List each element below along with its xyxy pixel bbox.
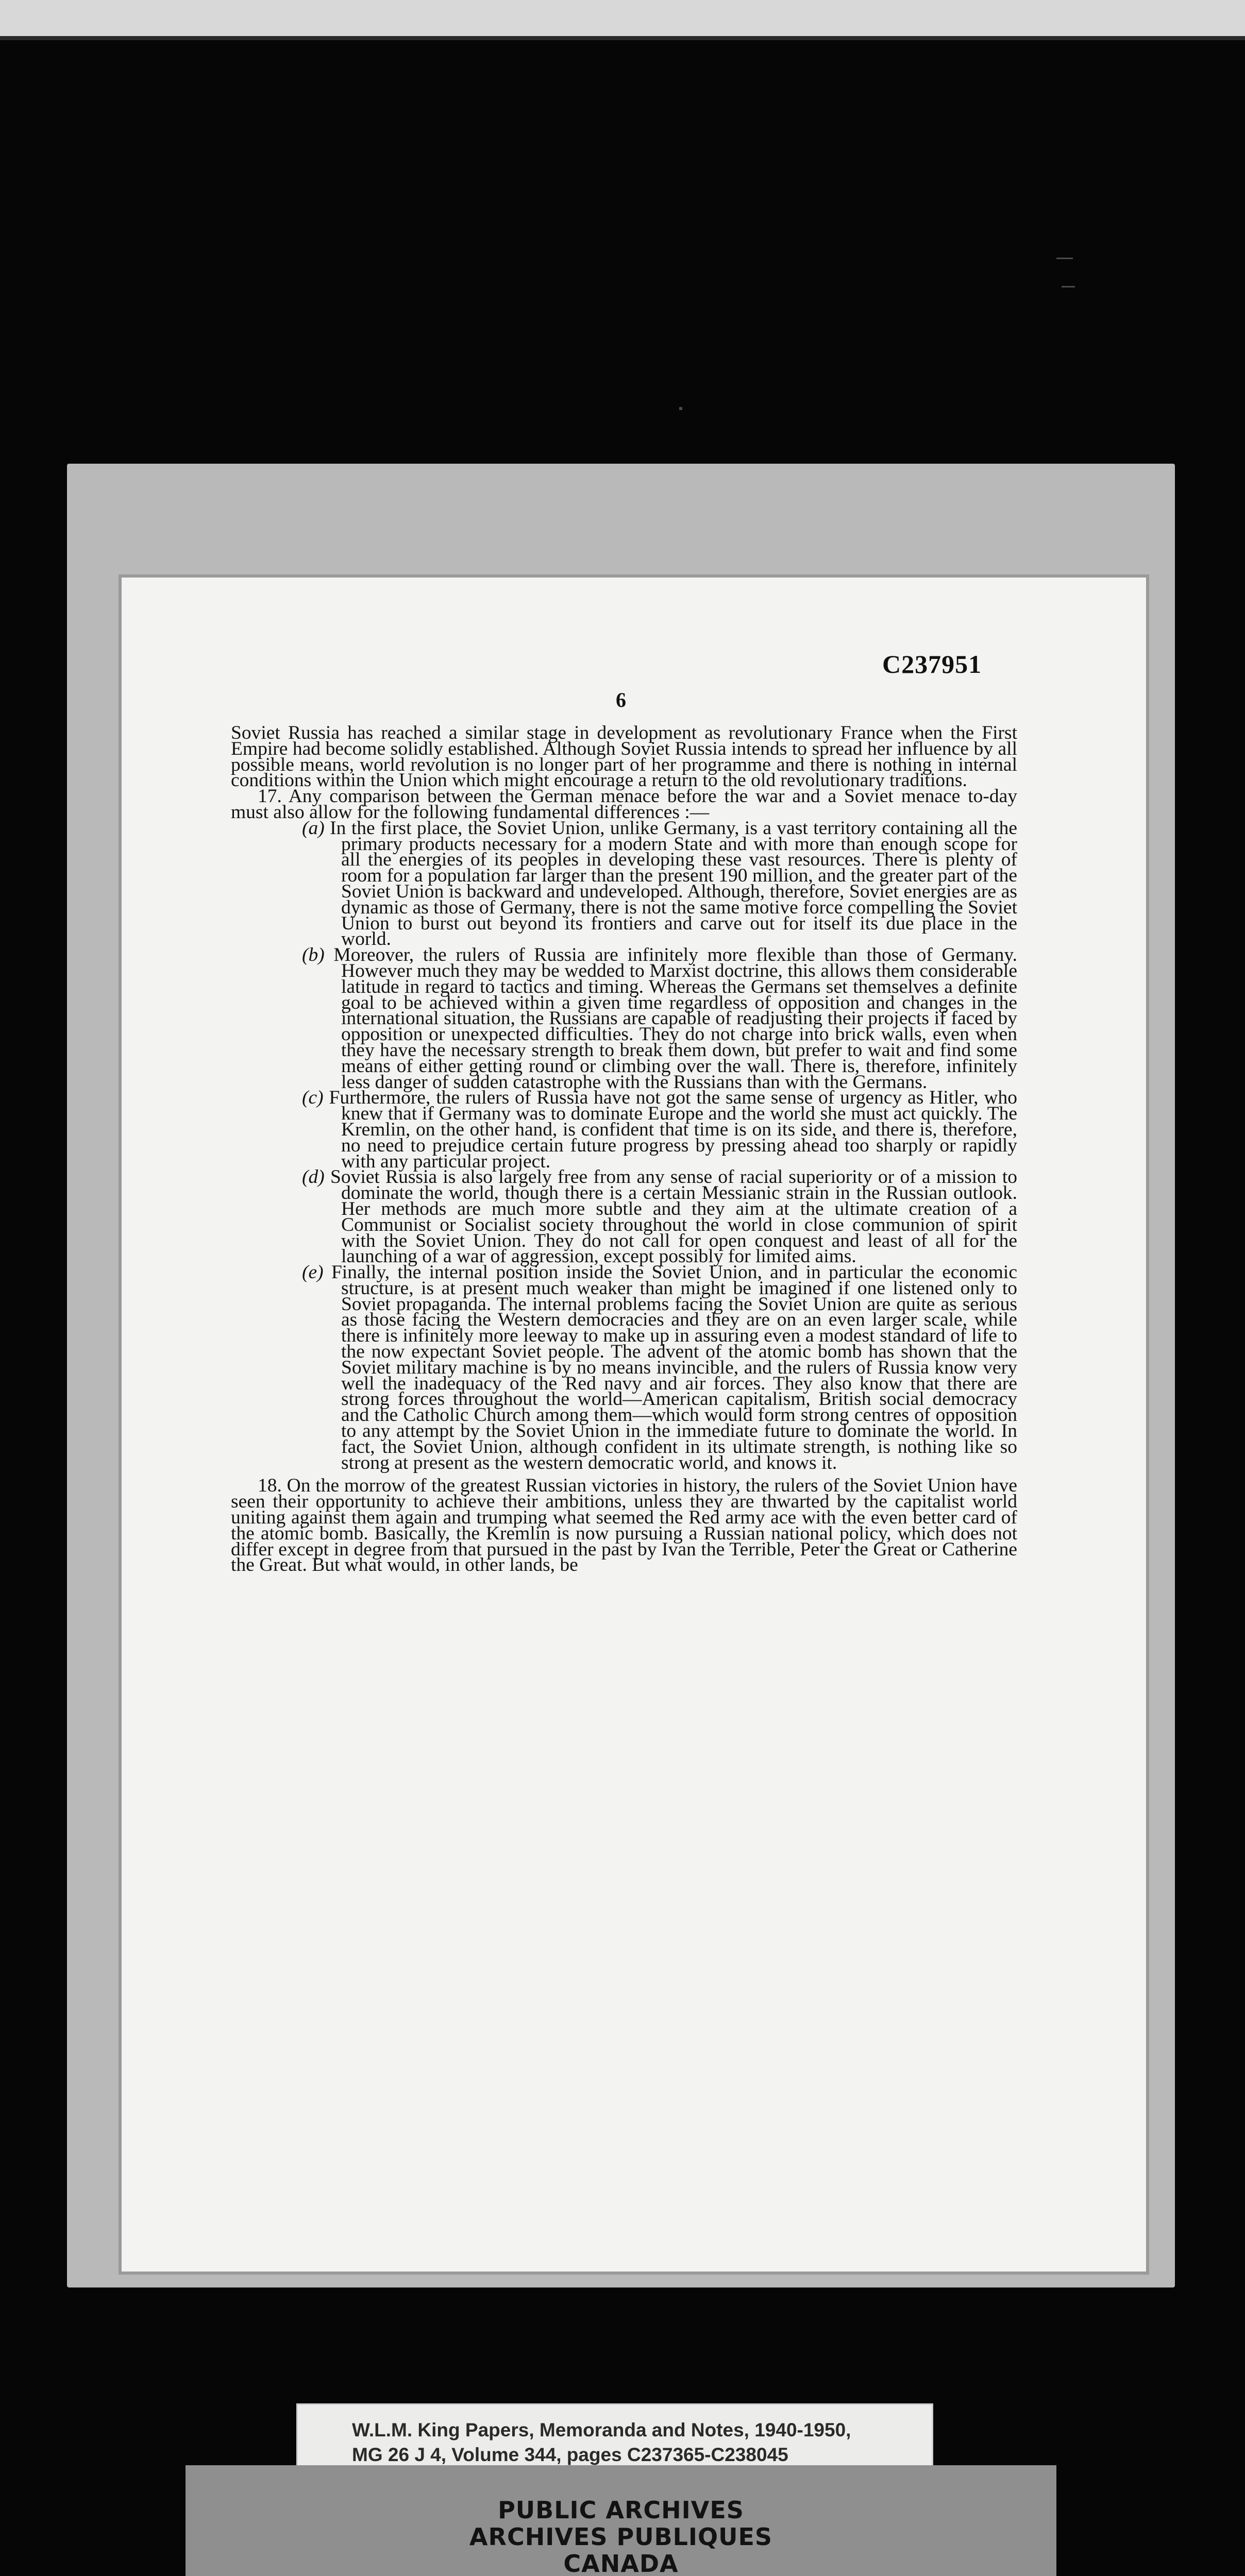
list-item-marker: (b): [302, 944, 325, 966]
list-item-text: Moreover, the rulers of Russia are infinitely more flexible than those of Germany. However much they may be wedded to Marxist doctrine, this allows them considerable latitude in regard to tactics and timing. Whereas the Germans set themselves a definite goal to be achieved within a given time regardless of opposition and changes in the international situation, the Russians are capable of readjusting their projects if faced by opposition or unexpected difficulties. They do not charge into brick walls, even when they have the necessary strength to break them down, but prefer to wait and find some means of either getting round or climbing over the wall. There is, therefore, infinitely less danger of sudden catastrophe with the Russians than with the Germans.: [333, 944, 1018, 1093]
document-body: [231, 722, 1018, 1576]
archives-stamp: [186, 2465, 1056, 2576]
list-item: [231, 817, 1017, 950]
film-scratch: [1056, 258, 1073, 259]
list-item-text: In the first place, the Soviet Union, unlike Germany, is a vast territory containing all the primary products necessary for a modern State and with more than enough scope for all the energies of its peoples in developing these vast resources. There is plenty of room for a population far larger than the present 190 million, and the greater part of the Soviet Union is backward and undeveloped. Although, therefore, Soviet energies are as dynamic as those of Germany, there is not the same motive force compelling the Soviet Union to burst out beyond its frontiers and carve out for itself its due place in the world.: [330, 817, 1017, 950]
film-scratch: [1062, 286, 1075, 287]
stamp-line-2: ARCHIVES PUBLIQUES: [469, 2523, 773, 2551]
list-item-marker: (e): [302, 1262, 324, 1283]
film-scratch: [679, 407, 682, 410]
scanner-top-strip: [0, 0, 1245, 36]
list-item-marker: (a): [302, 817, 325, 839]
list-item: [231, 944, 1018, 1093]
citation-line-1: W.L.M. King Papers, Memoranda and Notes, 1940-1950,: [352, 2419, 851, 2441]
list-item-text: Soviet Russia is also largely free from any sense of racial superiority or of a mission to dominate the world, though there is a certain Messianic strain in the Russian outlook. Her methods are much more subtle and they aim at the ultimate creation of a Communist or Socialist society throughout the world in close communion of spirit with the Soviet Union. They do not call for open conquest and least of all for the launching of a war of aggression, except possibly for limited aims.: [330, 1166, 1018, 1267]
paragraph-18: 18. On the morrow of the greatest Russian victories in history, the rulers of the Soviet Union have seen their opportunity to achieve their ambitions, unless they are thwarted by the capitalist world uniting against them again and trumping what seemed the Red army ace with the even better card of the atomic bomb. Basically, the Kremlin is now pursuing a Russian national policy, which does not differ except in degree from that pursued in the past by Ivan the Terrible, Peter the Great or Catherine the Great. But what would, in other lands, be: [231, 1475, 1017, 1576]
paragraph-intro: Soviet Russia has reached a similar stage in development as revolutionary France when the First Empire had become solidly established. Although Soviet Russia intends to spread her influence by all possible means, world revolution is no longer part of her programme and there is nothing in internal conditions within the Union which might encourage a return to the old revolutionary traditions.: [231, 722, 1017, 791]
list-item: [231, 1087, 1018, 1172]
scanner-top-edge: [0, 36, 1245, 40]
list-item: [231, 1166, 1018, 1267]
list-item-marker: (c): [302, 1087, 324, 1109]
citation-line-2: MG 26 J 4, Volume 344, pages C237365-C238045: [352, 2444, 788, 2465]
list-item-text: Finally, the internal position inside the Soviet Union, and in particular the economic structure, is at present much weaker than might be imagined if one listened only to Soviet propaganda. The internal problems facing the Soviet Union are quite as serious as those facing the Western democracies and they are on an even larger scale, while there is infinitely more leeway to make up in assuring even a modest standard of life to the now expectant Soviet people. The advent of the atomic bomb has shown that the Soviet military machine is by no means invincible, and the rulers of Russia know very well the inadequacy of the Red navy and air forces. They also know that there are strong forces throughout the world—American capitalism, British social democracy and the Catholic Church among them—which would form strong centres of opposition to any attempt by the Soviet Union in the immediate future to dominate the world. In fact, the Soviet Union, although confident in its ultimate strength, is nothing like so strong at present as the western democratic world, and knows it.: [331, 1262, 1017, 1473]
list-item: [231, 1262, 1017, 1473]
list-item-marker: (d): [302, 1166, 325, 1188]
list-item-text: Furthermore, the rulers of Russia have not got the same sense of urgency as Hitler, who knew that if Germany was to dominate Europe and the world she must act quickly. The Kremlin, on the other hand, is confident that time is on its side, and there is, therefore, no need to prejudice certain future progress by pressing ahead too sharply or rapidly with any particular project.: [329, 1087, 1018, 1172]
page-number: 6: [616, 688, 626, 711]
stamp-line-3: CANADA: [563, 2550, 679, 2576]
document-reference-number: C237951: [882, 650, 982, 679]
paragraph-17: 17. Any comparison between the German menace before the war and a Soviet menace to-day must also allow for the following fundamental differences :—: [231, 786, 1017, 823]
stamp-line-1: PUBLIC ARCHIVES: [498, 2496, 744, 2524]
